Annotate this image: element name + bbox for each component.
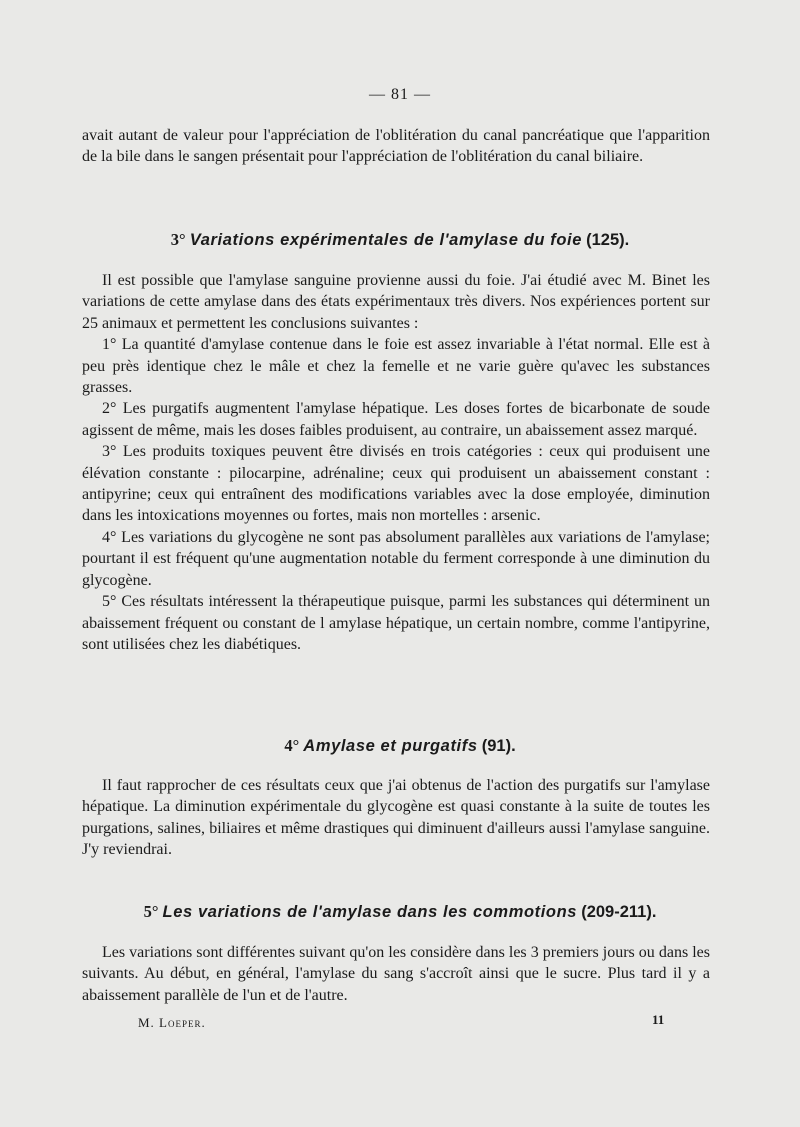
section-4-paragraph: Il faut rapprocher de ces résultats ceux que j'ai obtenus de l'action des purgatifs sur l'amylase hépatique. La diminution expérimentale du glycogène est quasi constante à la suite de toutes les purgations, salines, biliaires et même drastiques qui diminuent d'ailleurs aussi l'amylase sanguine. J'y reviendrai. [82,777,710,859]
section-5-number: 5° [143,902,159,921]
section-4-body [82,775,710,861]
section-3-paragraph: 1° La quantité d'amylase contenue dans le foie est assez invariable à l'état normal. Elle est à peu près identique chez le mâle et chez la femelle et ne varie guère qu'avec les substances grasses. [82,336,710,397]
section-5-paragraph: Les variations sont différentes suivant qu'on les considère dans les 3 premiers jours ou dans les suivants. Au début, en général, l'amylase du sang s'accroît ainsi que le sucre. Plus tard il y a abaissement parallèle de l'un et de l'autre. [82,944,710,1004]
section-5-title: Les variations de l'amylase dans les commotions [162,903,578,921]
section-5-heading [0,902,800,922]
signature-number: 11 [652,1012,665,1027]
section-3-heading [0,230,800,250]
author-footer: M. Loeper. [138,1015,206,1030]
section-3-number: 3° [170,230,186,249]
section-5-body [82,942,710,1006]
section-3-paragraph: Il est possible que l'amylase sanguine provienne aussi du foie. J'ai étudié avec M. Binet les variations de cette amylase dans des états expérimentaux très divers. Nos expériences portent sur 25 animaux et permettent les conclusions suivantes : [82,272,710,332]
section-3-paragraph: 2° Les purgatifs augmentent l'amylase hépatique. Les doses fortes de bicarbonate de soude agissent de même, mais les doses faibles produisent, au contraire, un abaissement assez marqué. [82,400,710,439]
section-3-title: Variations expérimentales de l'amylase du foie [189,231,582,249]
section-3-paragraph: 3° Les produits toxiques peuvent être divisés en trois catégories : ceux qui produisent une élévation constante : pilocarpine, adrénaline; ceux qui produisent un abaissement constant : antipyrine; ceux qui entraînent des modifications variables avec la dose employée, diminution dans les intoxications moyennes ou fortes, mais non mortelles : arsenic. [82,443,710,525]
section-4-number: 4° [284,736,300,755]
section-5-reference: (209-211). [581,903,657,921]
intro-paragraph: avait autant de valeur pour l'appréciation de l'oblitération du canal pancréatique que l'apparition de la bile dans le sangen présentait pour l'appréciation de l'oblitération du canal biliaire. [82,127,710,166]
section-3-body [82,270,710,655]
section-4-reference: (91). [481,737,516,755]
section-3-reference: (125). [586,231,630,249]
page-number: — 81 — [369,86,431,103]
intro-paragraph-block [82,125,710,168]
section-4-title: Amylase et purgatifs [303,737,478,755]
section-4-heading [0,736,800,756]
section-3-paragraph: 4° Les variations du glycogène ne sont pas absolument parallèles aux variations de l'amylase; pourtant il est fréquent qu'une augmentation notable du ferment corresponde à une diminution du glycogène. [82,528,710,589]
section-3-paragraph: 5° Ces résultats intéressent la thérapeutique puisque, parmi les substances qui déterminent un abaissement fréquent ou constant de l amylase hépatique, un certain nombre, comme l'antipyrine, sont utilisées chez les diabétiques. [82,593,710,653]
